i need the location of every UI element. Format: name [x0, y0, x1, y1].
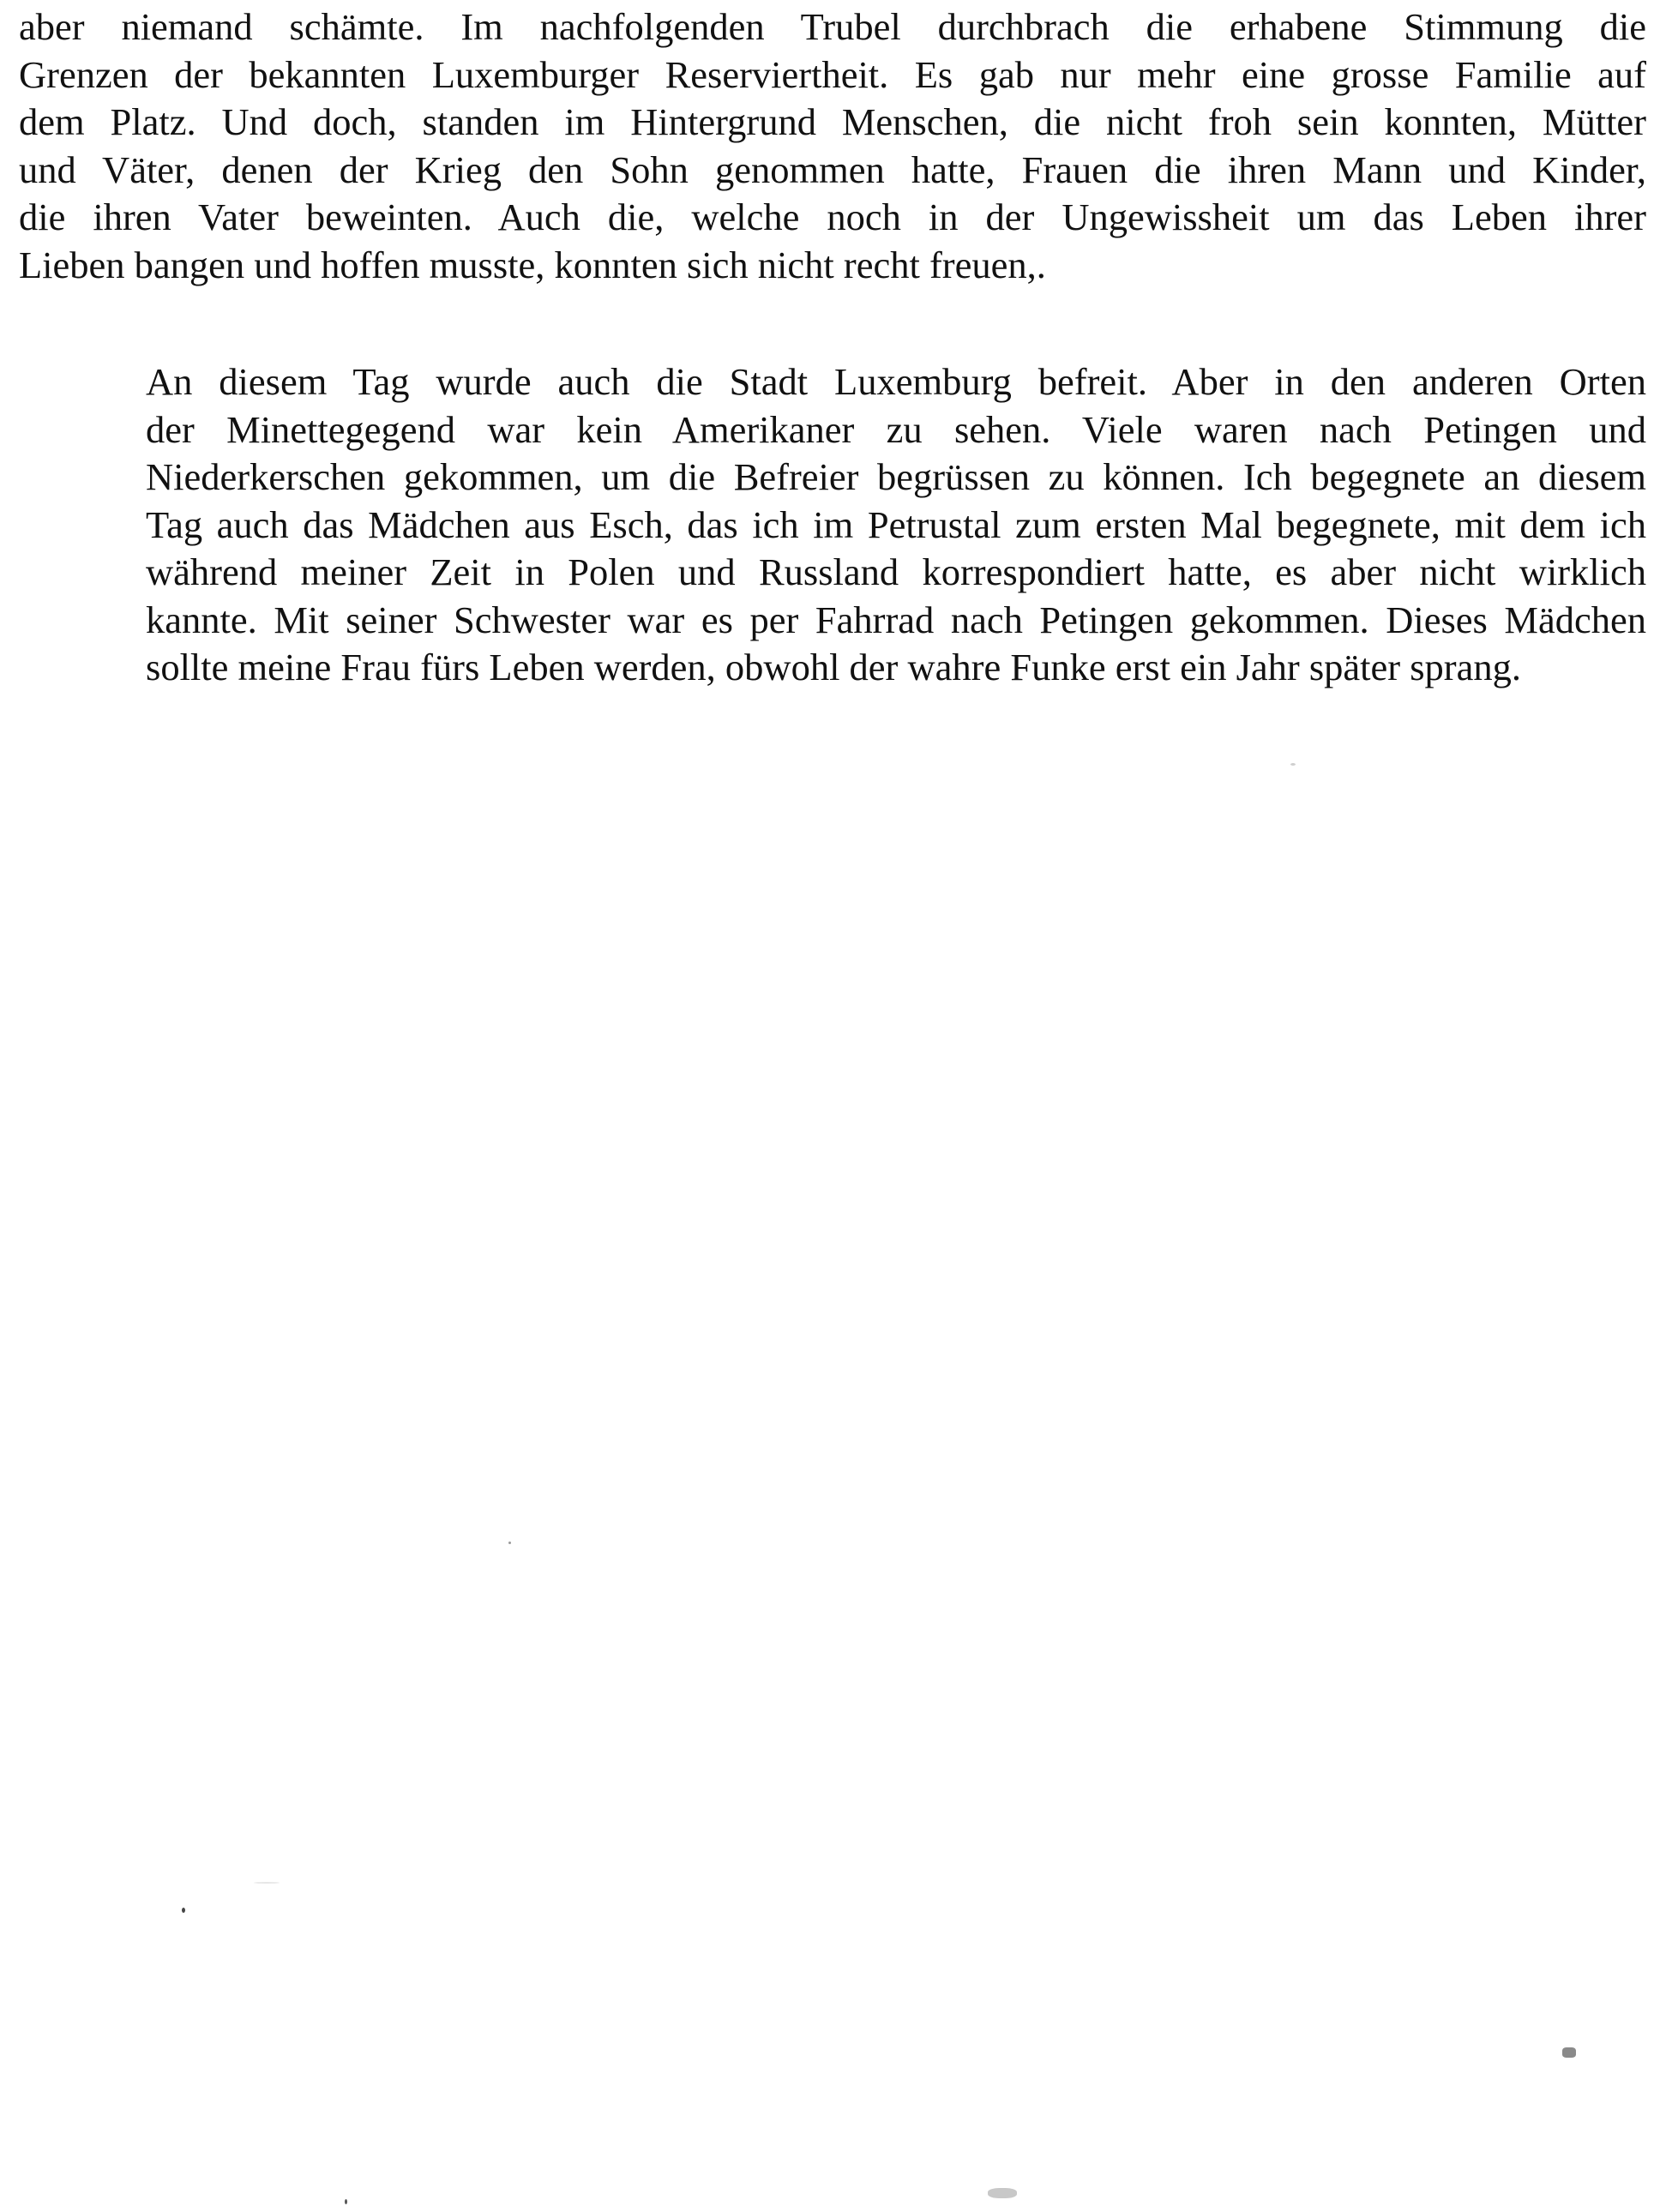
- scan-speck: [1562, 2047, 1576, 2058]
- scan-speck: [988, 2188, 1017, 2198]
- paragraph-1-line-1: aber niemand schämte. Im nachfolgenden Trubel durchbrach die erhabene Stimmung die: [19, 5, 1646, 48]
- paragraph-1-line-5: die ihren Vater beweinten. Auch die, welche noch in der Ungewissheit um das Leben ihrer: [19, 195, 1646, 238]
- paragraph-1: [19, 3, 1646, 289]
- paragraph-1-line-3: dem Platz. Und doch, standen im Hintergrund Menschen, die nicht froh sein konnten, Mütter: [19, 100, 1646, 143]
- scan-speck: [508, 1542, 511, 1544]
- paragraph-2-line-6: kannte. Mit seiner Schwester war es per Fahrrad nach Petingen gekommen. Dieses Mädchen: [146, 598, 1646, 641]
- paragraph-2-line-7: sollte meine Frau fürs Leben werden, obwohl der wahre Funke erst ein Jahr später sprang.: [146, 646, 1521, 688]
- paragraph-2-line-5: während meiner Zeit in Polen und Russland korrespondiert hatte, es aber nicht wirklich: [146, 550, 1646, 593]
- paragraph-2-line-2: der Minettegegend war kein Amerikaner zu sehen. Viele waren nach Petingen und: [146, 407, 1646, 451]
- paragraph-1-line-2: Grenzen der bekannten Luxemburger Reserviertheit. Es gab nur mehr eine grosse Familie auf: [19, 52, 1646, 96]
- paragraph-2-line-4: Tag auch das Mädchen aus Esch, das ich im Petrustal zum ersten Mal begegnete, mit dem ich: [146, 502, 1646, 546]
- paragraph-2-line-3: Niederkerschen gekommen, um die Befreier begrüssen zu können. Ich begegnete an diesem: [146, 455, 1646, 498]
- paragraph-2: [19, 358, 1646, 692]
- scan-speck: [254, 1882, 280, 1884]
- paragraph-2-line-1: An diesem Tag wurde auch die Stadt Luxemburg befreit. Aber in den anderen Orten: [146, 360, 1646, 403]
- scan-speck: [1290, 763, 1296, 766]
- paragraph-1-line-6: Lieben bangen und hoffen musste, konnten sich nicht recht freuen,.: [19, 243, 1046, 286]
- paragraph-1-line-4: und Väter, denen der Krieg den Sohn genommen hatte, Frauen die ihren Mann und Kinder,: [19, 147, 1646, 191]
- scan-speck: [345, 2199, 347, 2204]
- scan-speck: [182, 1908, 185, 1913]
